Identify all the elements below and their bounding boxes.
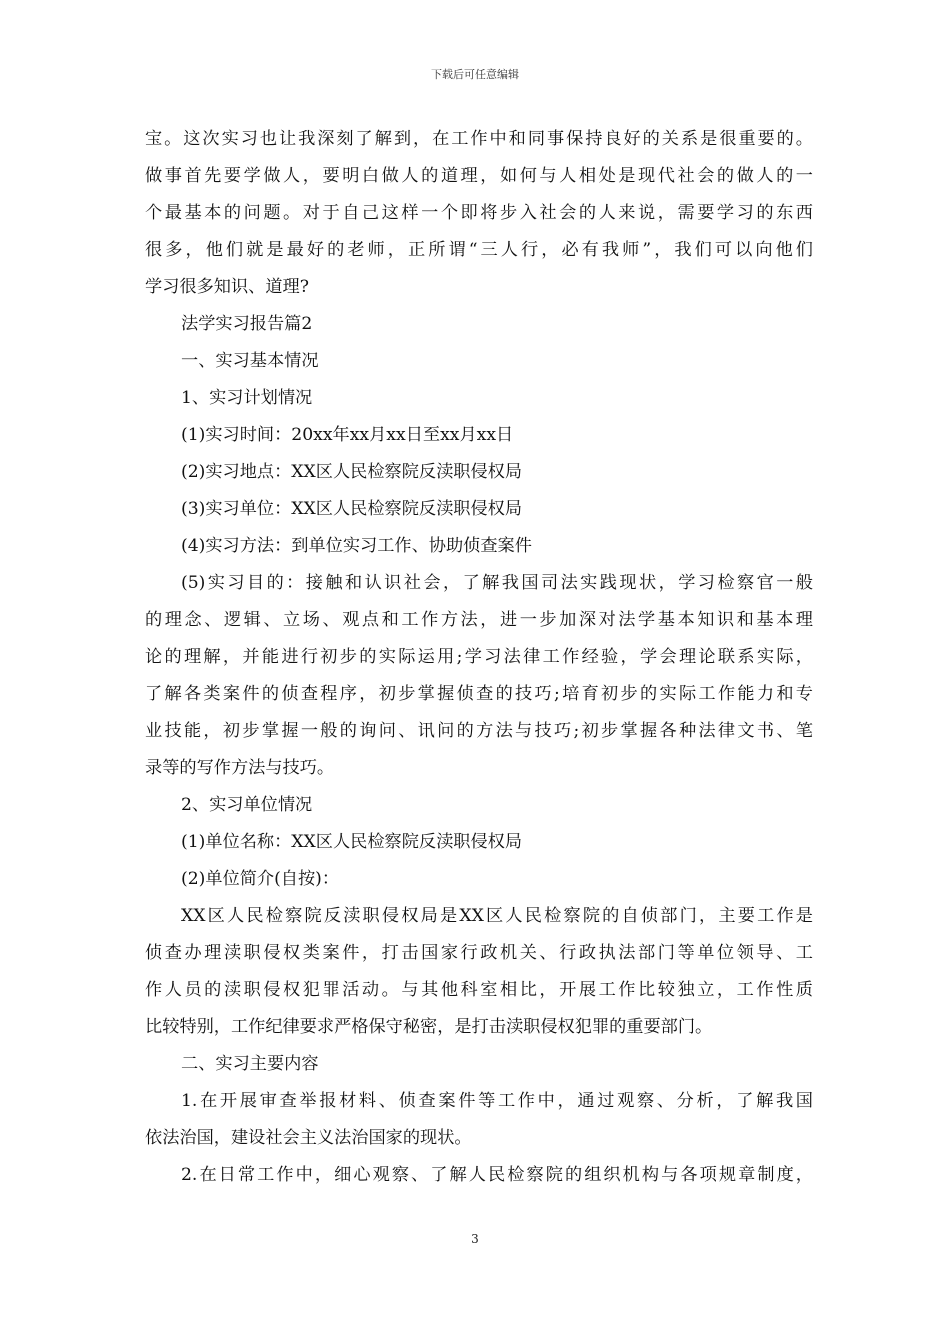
text-line: 学习很多知识、道理? [145,277,309,297]
text-line: 1、实习计划情况 [181,388,313,408]
text-line: 比较特别，工作纪律要求严格保守秘密，是打击渎职侵权犯罪的重要部门。 [145,1017,713,1037]
text-line: 做事首先要学做人，要明白做人的道理，如何与人相处是现代社会的做人的一 [145,166,813,186]
page-header: 下载后可任意编辑 [431,68,519,81]
text-line: 2.在日常工作中，细心观察、了解人民检察院的组织机构与各项规章制度， [181,1165,813,1185]
text-line: 了解各类案件的侦查程序，初步掌握侦查的技巧;培育初步的实际工作能力和专 [145,684,813,704]
text-line: 侦查办理渎职侵权类案件，打击国家行政机关、行政执法部门等单位领导、工 [145,943,813,963]
text-line: 一、实习基本情况 [181,351,319,371]
text-line: 论的理解，并能进行初步的实际运用;学习法律工作经验，学会理论联系实际， [145,647,813,667]
text-line: 依法治国，建设社会主义法治国家的现状。 [145,1128,472,1148]
text-line: 宝。这次实习也让我深刻了解到，在工作中和同事保持良好的关系是很重要的。 [145,129,813,149]
text-line: 2、实习单位情况 [181,795,313,815]
text-line: 很多，他们就是最好的老师，正所谓“三人行，必有我师”，我们可以向他们 [145,240,813,260]
text-line: 业技能，初步掌握一般的询问、讯问的方法与技巧;初步掌握各种法律文书、笔 [145,721,813,741]
text-line: 法学实习报告篇2 [181,314,313,334]
text-line: 个最基本的问题。对于自己这样一个即将步入社会的人来说，需要学习的东西 [145,203,813,223]
page-number: 3 [471,1232,479,1246]
text-line: (5)实习目的：接触和认识社会，了解我国司法实践现状，学习检察官一般 [181,573,813,593]
text-line: (1)实习时间：20xx年xx月xx日至xx月xx日 [181,425,514,445]
text-line: (1)单位名称：XX区人民检察院反渎职侵权局 [181,832,523,852]
document-body [145,121,813,1194]
text-line: (2)单位简介(自按)： [181,869,340,889]
text-line: 1.在开展审查举报材料、侦查案件等工作中，通过观察、分析，了解我国 [181,1091,813,1111]
text-line: 录等的写作方法与技巧。 [145,758,335,778]
text-line: XX区人民检察院反渎职侵权局是XX区人民检察院的自侦部门，主要工作是 [181,906,813,926]
text-line: (3)实习单位：XX区人民检察院反渎职侵权局 [181,499,523,519]
text-line: 的理念、逻辑、立场、观点和工作方法，进一步加深对法学基本知识和基本理 [145,610,813,630]
text-line: (2)实习地点：XX区人民检察院反渎职侵权局 [181,462,523,482]
text-line: 二、实习主要内容 [181,1054,319,1074]
text-line: (4)实习方法：到单位实习工作、协助侦查案件 [181,536,532,556]
text-line: 作人员的渎职侵权犯罪活动。与其他科室相比，开展工作比较独立，工作性质 [145,980,813,1000]
